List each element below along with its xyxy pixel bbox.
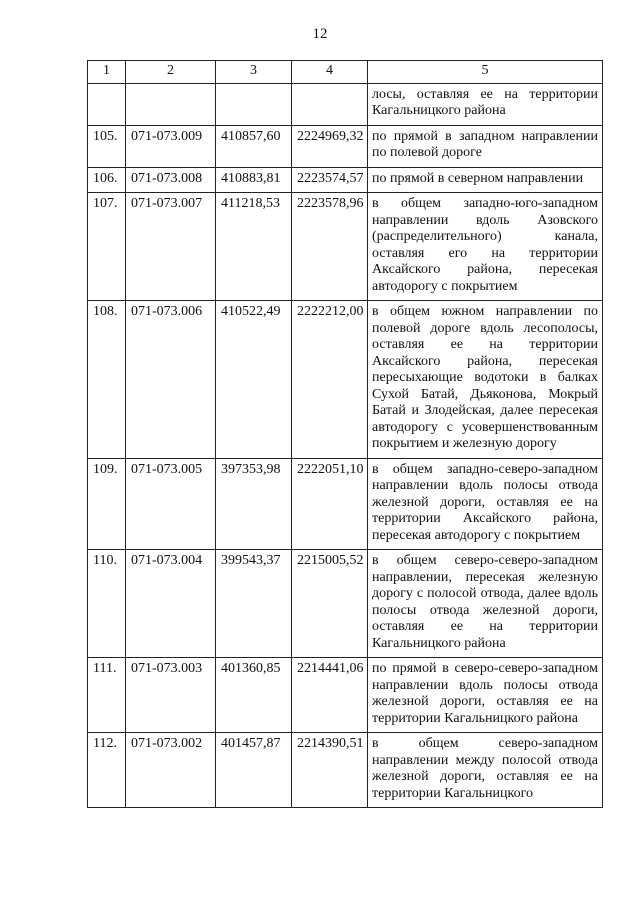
table-row [88, 193, 603, 301]
point-code: 071-073.004 [126, 550, 216, 658]
header-col-1: 1 [88, 61, 126, 84]
point-code [126, 83, 216, 125]
coordinate-y: 2224969,32 [292, 125, 368, 167]
coordinate-x: 401457,87 [216, 733, 292, 808]
header-col-4: 4 [292, 61, 368, 84]
table-row [88, 550, 603, 658]
boundary-description: в общем западно-юго-западном направлении вдоль Азовского (распределительного) канала, оставляя его на территории Аксайского района, пересекая автодорогу с покрытием [368, 193, 603, 301]
boundary-description: в общем южном направлении по полевой дороге вдоль лесополосы, оставляя ее на территории Аксайского района, пересекая пересыхающие водотоки в балках Сухой Батай, Дьяконова, Мокрый Батай и Злодейская, далее пересекая автодорогу с усовершенствованным покрытием и железную дорогу [368, 301, 603, 459]
coordinate-x: 410522,49 [216, 301, 292, 459]
boundary-description: по прямой в северном направлении [368, 167, 603, 193]
coordinate-y: 2222212,00 [292, 301, 368, 459]
table-row [88, 167, 603, 193]
point-code: 071-073.007 [126, 193, 216, 301]
header-col-2: 2 [126, 61, 216, 84]
table-row [88, 733, 603, 808]
coordinate-y: 2214441,06 [292, 658, 368, 733]
table-row [88, 125, 603, 167]
boundary-description: в общем северо-западном направлении между полосой отвода железной дороги, оставляя ее на территории Кагальницкого [368, 733, 603, 808]
coordinate-y: 2215005,52 [292, 550, 368, 658]
header-col-3: 3 [216, 61, 292, 84]
boundary-description: лосы, оставляя ее на территории Кагальницкого района [368, 83, 603, 125]
coordinate-y: 2222051,10 [292, 458, 368, 550]
point-code: 071-073.005 [126, 458, 216, 550]
coordinate-y: 2223574,57 [292, 167, 368, 193]
row-number: 108. [88, 301, 126, 459]
row-number: 109. [88, 458, 126, 550]
boundary-description: по прямой в западном направлении по полевой дороге [368, 125, 603, 167]
row-number: 105. [88, 125, 126, 167]
row-number: 106. [88, 167, 126, 193]
coordinate-x: 397353,98 [216, 458, 292, 550]
coordinate-x: 410857,60 [216, 125, 292, 167]
coordinate-x: 410883,81 [216, 167, 292, 193]
point-code: 071-073.006 [126, 301, 216, 459]
boundary-description: в общем западно-северо-западном направлении вдоль полосы отвода железной дороги, оставляя ее на территории Аксайского района, пересекая автодорогу с покрытием [368, 458, 603, 550]
coordinate-x [216, 83, 292, 125]
point-code: 071-073.008 [126, 167, 216, 193]
table-row [88, 301, 603, 459]
coordinate-x: 411218,53 [216, 193, 292, 301]
boundary-description: в общем северо-северо-западном направлении, пересекая железную дорогу с полосой отвода, далее вдоль полосы отвода железной дороги, оставляя ее на территории Кагальницкого района [368, 550, 603, 658]
row-number: 107. [88, 193, 126, 301]
table-row [88, 658, 603, 733]
row-number: 110. [88, 550, 126, 658]
table-header-row [88, 61, 603, 84]
coordinate-y [292, 83, 368, 125]
row-number: 112. [88, 733, 126, 808]
coordinate-y: 2214390,51 [292, 733, 368, 808]
point-code: 071-073.009 [126, 125, 216, 167]
row-number: 111. [88, 658, 126, 733]
point-code: 071-073.003 [126, 658, 216, 733]
boundary-description: по прямой в северо-северо-западном направлении вдоль полосы отвода железной дороги, оставляя ее на территории Кагальницкого района [368, 658, 603, 733]
table-row [88, 83, 603, 125]
page-number: 12 [312, 26, 328, 42]
boundary-table [87, 60, 603, 808]
point-code: 071-073.002 [126, 733, 216, 808]
coordinate-y: 2223578,96 [292, 193, 368, 301]
header-col-5: 5 [368, 61, 603, 84]
table-row [88, 458, 603, 550]
coordinate-x: 399543,37 [216, 550, 292, 658]
coordinate-x: 401360,85 [216, 658, 292, 733]
row-number [88, 83, 126, 125]
